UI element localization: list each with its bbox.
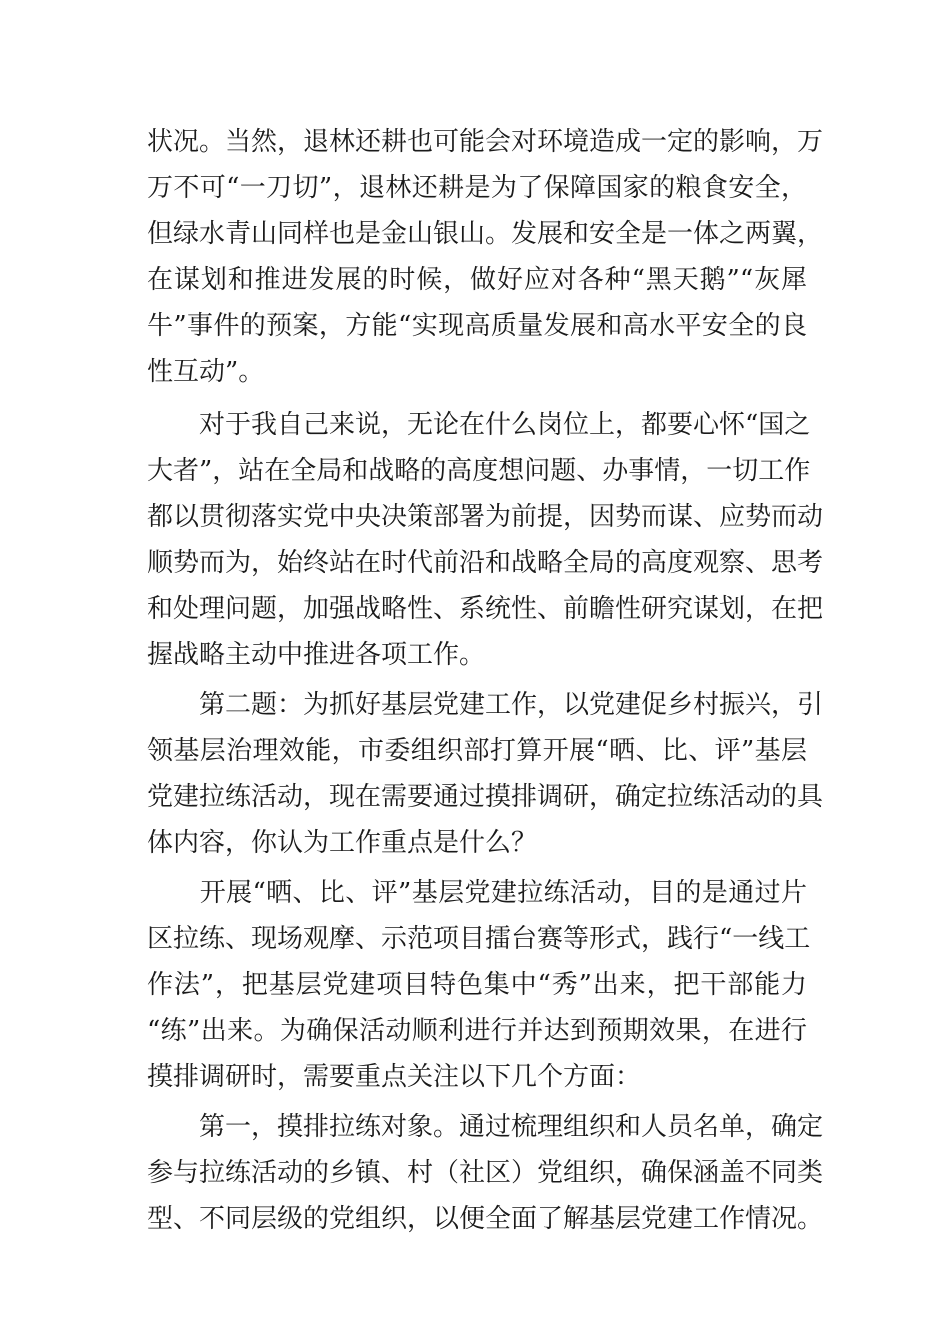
text-line: 对于我自己来说，无论在什么岗位上，都要心怀“国之 bbox=[147, 410, 811, 440]
text-line: 状况。当然，退林还耕也可能会对环境造成一定的影响，万 bbox=[147, 127, 824, 157]
text-line: 作法”，把基层党建项目特色集中“秀”出来，把干部能力 bbox=[147, 970, 807, 1000]
text-line: 型、不同层级的党组织，以便全面了解基层党建工作情况。 bbox=[147, 1204, 824, 1234]
text-line: 第一，摸排拉练对象。通过梳理组织和人员名单，确定 bbox=[147, 1112, 824, 1142]
text-line: 握战略主动中推进各项工作。 bbox=[147, 640, 486, 670]
text-line: 在谋划和推进发展的时候，做好应对各种“黑天鹅”“灰犀 bbox=[147, 265, 807, 295]
text-line: 牛”事件的预案，方能“实现高质量发展和高水平安全的良 bbox=[147, 311, 807, 341]
text-line: 第二题：为抓好基层党建工作，以党建促乡村振兴，引 bbox=[147, 690, 824, 720]
text-line: 顺势而为，始终站在时代前沿和战略全局的高度观察、思考 bbox=[147, 548, 824, 578]
text-line: 体内容，你认为工作重点是什么？ bbox=[147, 828, 538, 858]
text-line: 和处理问题，加强战略性、系统性、前瞻性研究谋划，在把 bbox=[147, 594, 824, 624]
text-line: 性互动”。 bbox=[147, 357, 265, 387]
text-line: 开展“晒、比、评”基层党建拉练活动，目的是通过片 bbox=[147, 878, 807, 908]
text-line: 都以贯彻落实党中央决策部署为前提，因势而谋、应势而动 bbox=[147, 502, 824, 532]
text-line: 区拉练、现场观摩、示范项目擂台赛等形式，践行“一线工 bbox=[147, 924, 811, 954]
text-line: 万不可“一刀切”，退林还耕是为了保障国家的粮食安全， bbox=[147, 173, 807, 203]
text-line: 摸排调研时，需要重点关注以下几个方面： bbox=[147, 1062, 642, 1092]
text-line: 参与拉练活动的乡镇、村（社区）党组织，确保涵盖不同类 bbox=[147, 1158, 824, 1188]
text-line: “练”出来。为确保活动顺利进行并达到预期效果，在进行 bbox=[147, 1016, 807, 1046]
text-line: 党建拉练活动，现在需要通过摸排调研，确定拉练活动的具 bbox=[147, 782, 824, 812]
text-line: 领基层治理效能，市委组织部打算开展“晒、比、评”基层 bbox=[147, 736, 807, 766]
text-line: 大者”，站在全局和战略的高度想问题、办事情，一切工作 bbox=[147, 456, 811, 486]
text-line: 但绿水青山同样也是金山银山。发展和安全是一体之两翼， bbox=[147, 219, 824, 249]
